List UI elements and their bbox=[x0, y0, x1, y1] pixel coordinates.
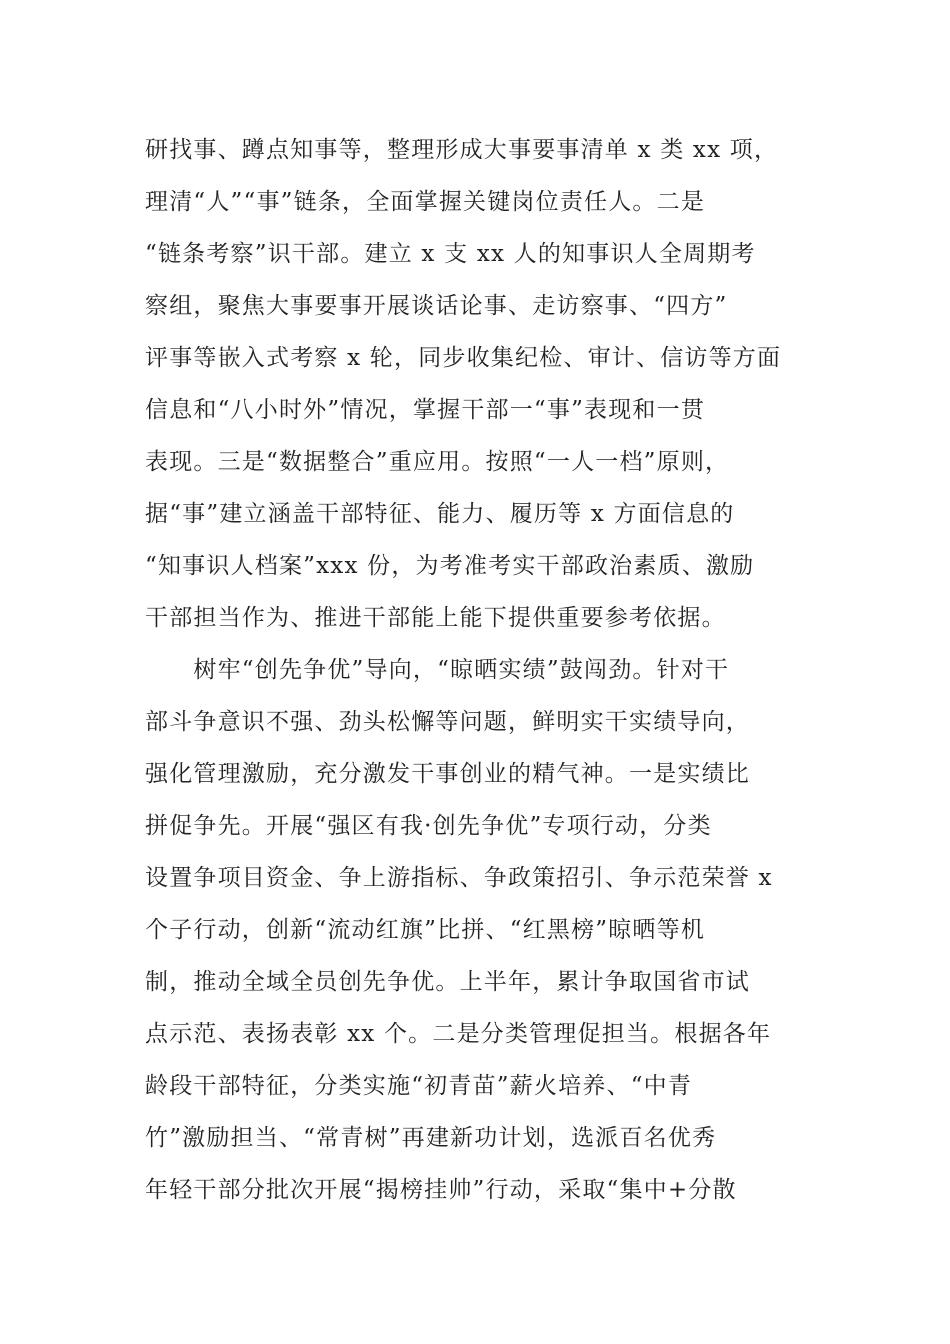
text-line: 树牢“创先争优”导向，“晾晒实绩”鼓闯劲。针对干 bbox=[145, 657, 730, 683]
text-line: 拼促争先。开展“强区有我·创先争优”专项行动，分类 bbox=[145, 813, 712, 839]
text-line: 信息和“八小时外”情况，掌握干部一“事”表现和一贯 bbox=[145, 397, 706, 423]
text-line: 龄段干部特征，分类实施“初青苗”薪火培养、“中青 bbox=[145, 1073, 693, 1099]
text-line: 评事等嵌入式考察 x 轮，同步收集纪检、审计、信访等方面 bbox=[145, 345, 782, 371]
text-line: 察组，聚焦大事要事开展谈话论事、走访察事、“四方” bbox=[145, 293, 728, 319]
text-line: 竹”激励担当、“常青树”再建新功计划，选派百名优秀 bbox=[145, 1125, 717, 1151]
text-line: 年轻干部分批次开展“揭榜挂帅”行动，采取“集中+分散 bbox=[145, 1177, 737, 1203]
text-line: 理清“人”“事”链条，全面掌握关键岗位责任人。二是 bbox=[145, 189, 706, 215]
text-line: 强化管理激励，充分激发干事创业的精气神。一是实绩比 bbox=[145, 761, 750, 787]
text-line: 制，推动全域全员创先争优。上半年，累计争取国省市试 bbox=[145, 969, 750, 995]
text-line: 设置争项目资金、争上游指标、争政策招引、争示范荣誉 x bbox=[145, 865, 773, 891]
text-line: “知事识人档案”xxx 份，为考准考实干部政治素质、激励 bbox=[145, 553, 755, 579]
paragraph-2 bbox=[145, 644, 815, 1216]
text-line: 点示范、表扬表彰 xx 个。二是分类管理促担当。根据各年 bbox=[145, 1021, 772, 1047]
text-line: 部斗争意识不强、劲头松懈等问题，鲜明实干实绩导向， bbox=[145, 709, 750, 735]
text-line: 表现。三是“数据整合”重应用。按照“一人一档”原则， bbox=[145, 449, 730, 475]
text-line: 干部担当作为、推进干部能上能下提供重要参考依据。 bbox=[145, 605, 726, 631]
text-line: 据“事”建立涵盖干部特征、能力、履历等 x 方面信息的 bbox=[145, 501, 735, 527]
text-line: 个子行动，创新“流动红旗”比拼、“红黑榜”晾晒等机 bbox=[145, 917, 706, 943]
paragraph-1 bbox=[145, 124, 815, 644]
text-line: 研找事、蹲点知事等，整理形成大事要事清单 x 类 xx 项， bbox=[145, 137, 779, 163]
text-line: “链条考察”识干部。建立 x 支 xx 人的知事识人全周期考 bbox=[145, 241, 756, 267]
